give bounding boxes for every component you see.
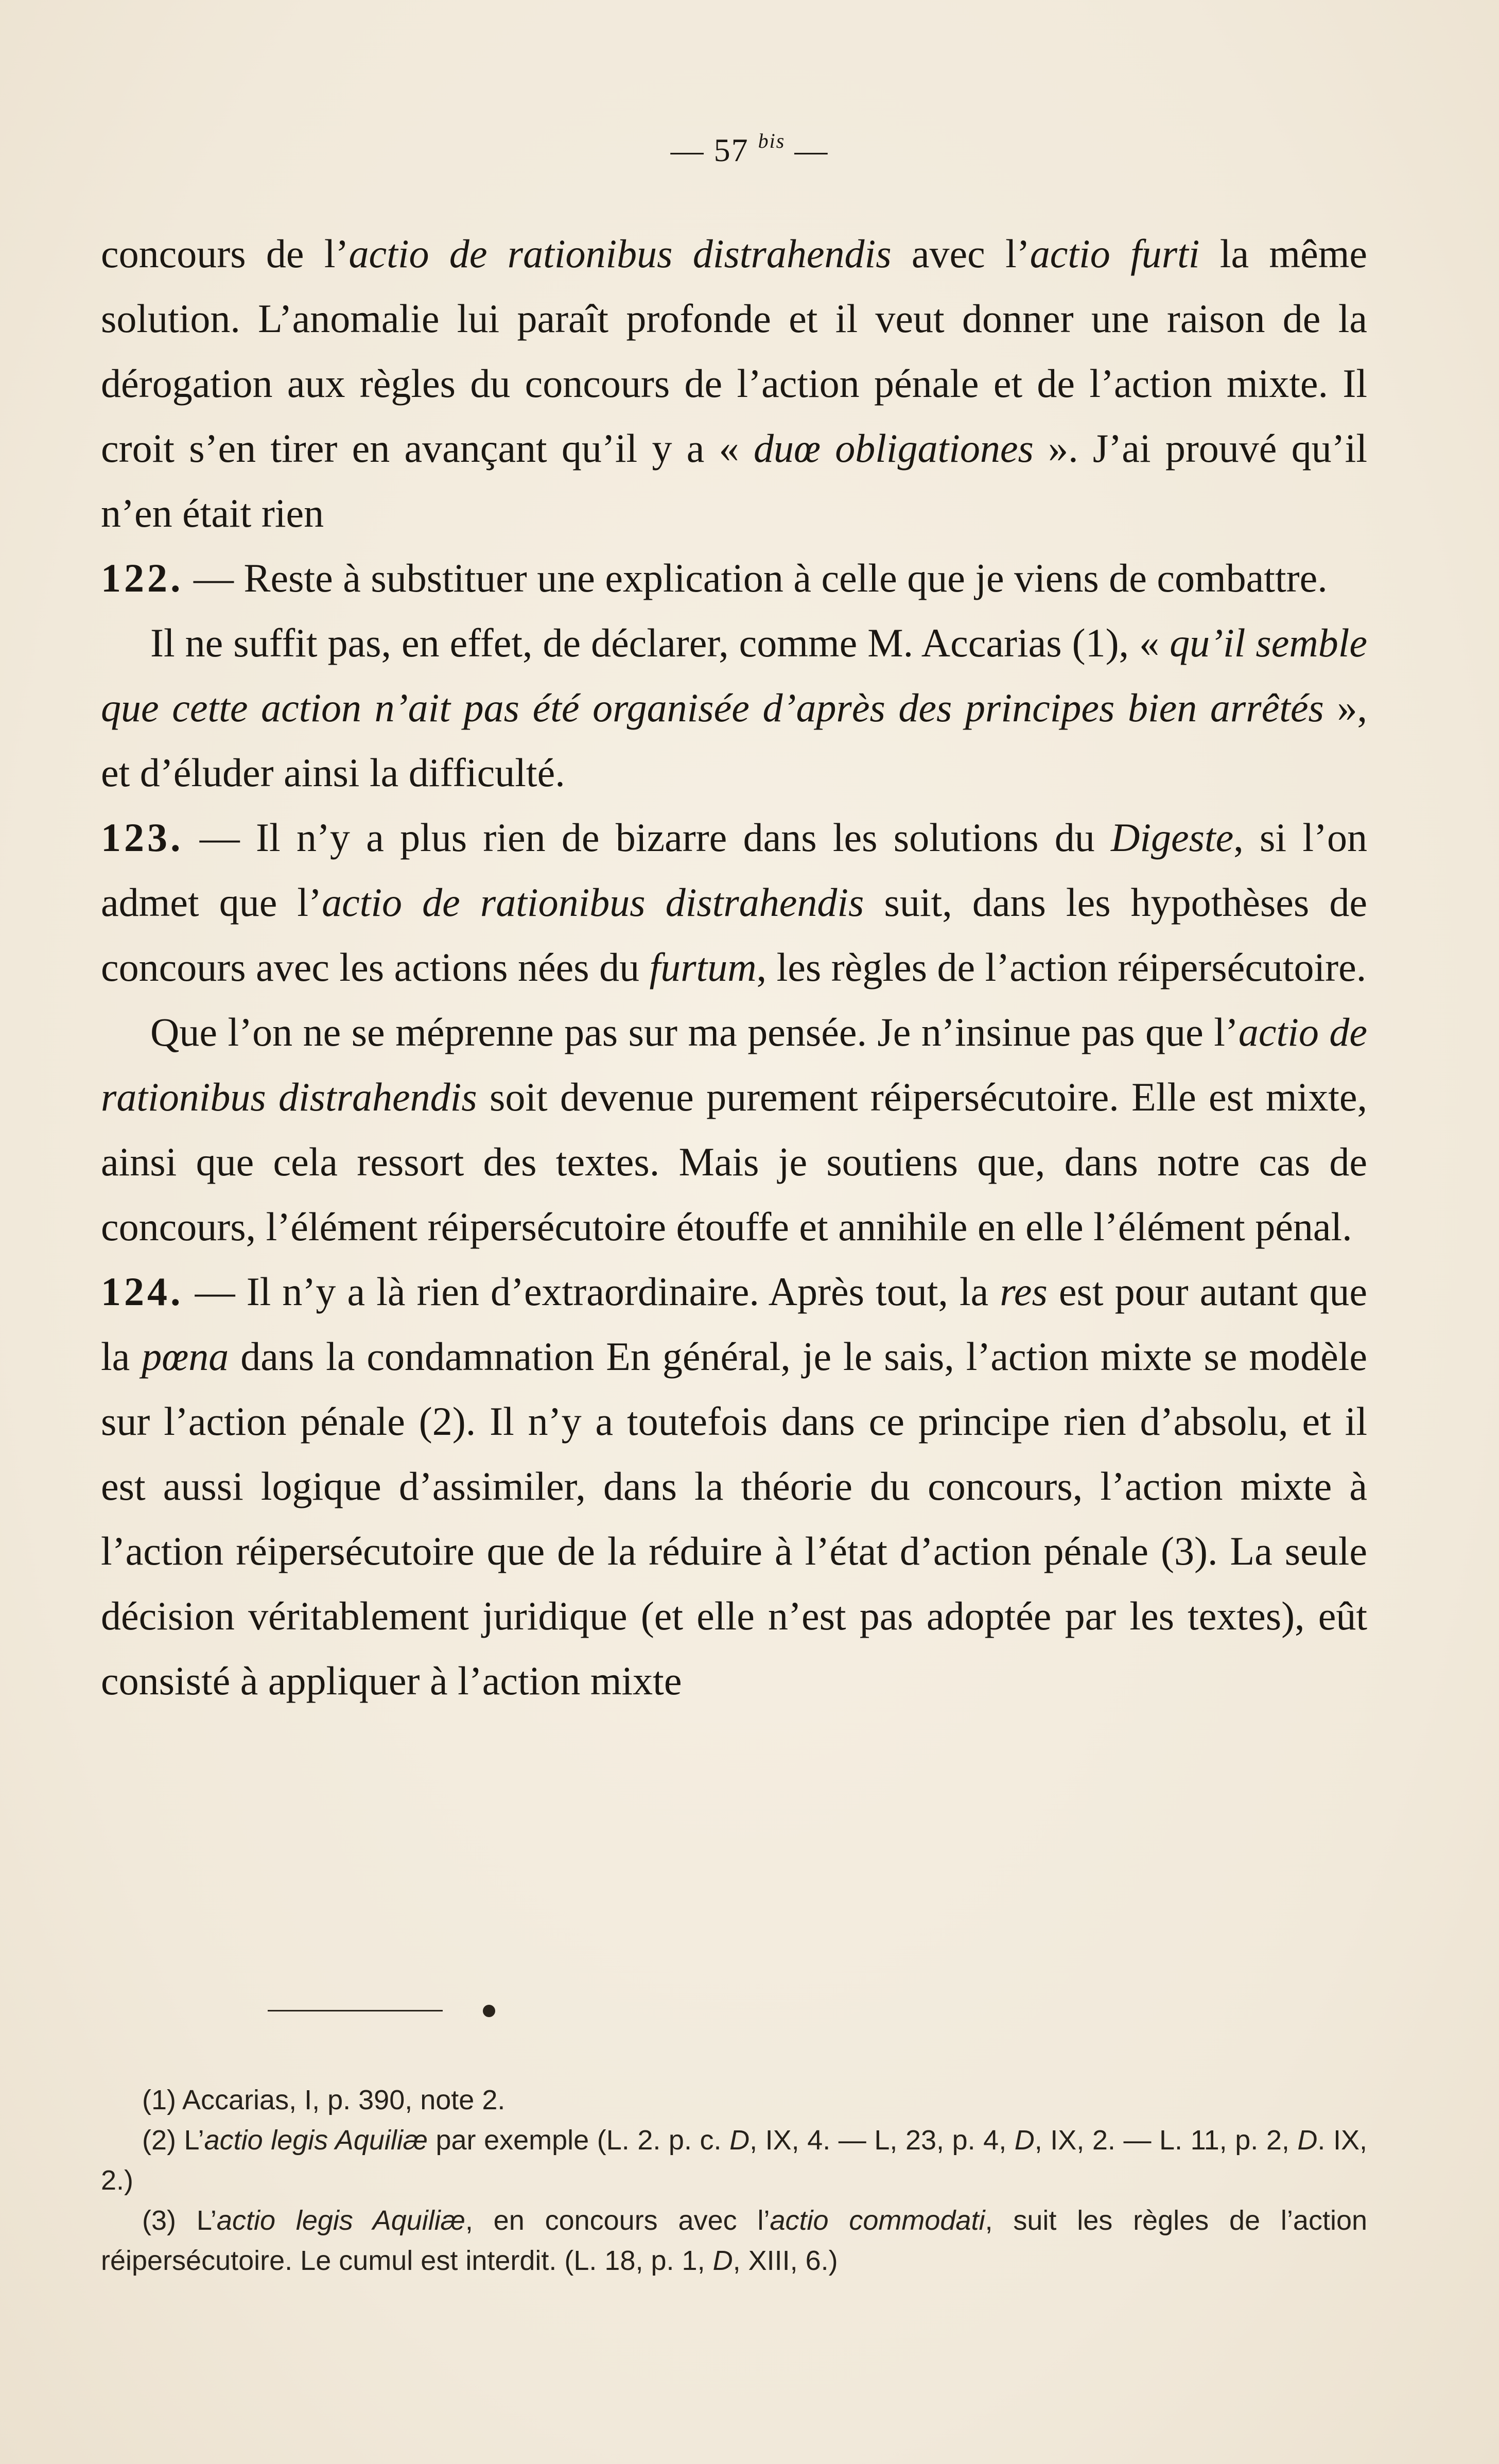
header-dash: —	[794, 132, 829, 168]
text-run: (3) L’	[142, 2205, 217, 2236]
italic-text: actio legis Aquiliæ	[216, 2205, 465, 2236]
italic-text: actio legis Aquiliæ	[204, 2125, 428, 2156]
text-run: ». J’ai prouvé qu’il n’en était rien	[101, 426, 1367, 535]
footnote	[101, 2200, 1367, 2281]
italic-text: D	[1014, 2125, 1035, 2156]
text-run: suit, dans les hypothèses de concours avec les actions nées du	[101, 880, 1368, 990]
paragraph	[101, 1000, 1367, 1259]
text-run: Il ne suffit pas, en effet, de déclarer, comme M. Accarias (1), «	[150, 620, 1170, 665]
paragraph	[101, 221, 1367, 546]
text-run: . IX, 2.)	[101, 2125, 1368, 2196]
footnote	[101, 2120, 1367, 2200]
text-run: », et d’éluder ainsi la difficulté.	[101, 685, 1367, 795]
text-run: — Il n’y a plus rien de bizarre dans les solutions du	[183, 815, 1111, 860]
footnotes	[101, 2080, 1367, 2281]
italic-text: qu’il semble que cette action n’ait pas été organisée d’après des principes bien arrêtés	[101, 620, 1367, 730]
text-run: soit devenue purement réipersécutoire. Elle est mixte, ainsi que cela ressort des textes. Mais je soutiens que, dans notre cas de concours, l’élément réipersécutoire étouffe et annihile en elle l’élément pénal.	[101, 1074, 1368, 1249]
italic-text: actio furti	[1030, 231, 1200, 276]
text-run: , en concours avec l’	[465, 2205, 770, 2236]
italic-text: pœna	[142, 1334, 229, 1379]
paragraph	[101, 805, 1367, 1000]
footnote-separator	[268, 2010, 443, 2011]
text-run: Que l’on ne se méprenne pas sur ma pensée. Je n’insinue pas que l’	[150, 1010, 1239, 1054]
text-run: , les règles de l’action réipersécutoire.	[756, 945, 1367, 990]
italic-text: Digeste	[1111, 815, 1234, 860]
text-run: (1) Accarias, I, p. 390, note 2.	[142, 2085, 506, 2115]
main-text	[101, 221, 1367, 1713]
italic-text: duœ obligationes	[753, 426, 1034, 471]
text-run: concours de l’	[101, 231, 349, 276]
section-number: 124.	[101, 1269, 184, 1314]
italic-text: D	[712, 2245, 733, 2276]
text-run: est pour autant que la	[101, 1269, 1368, 1379]
section-number: 123.	[101, 815, 184, 860]
text-run: la même solution. L’anomalie lui paraît profonde et il veut donner une raison de la dérogation aux règles du concours de l’action pénale et de l’action mixte. Il croit s’en tirer en avançant qu’il y a «	[101, 231, 1367, 471]
text-run: avec l’	[891, 231, 1030, 276]
text-run: , si l’on admet que l’	[101, 815, 1367, 925]
text-run: , IX, 4. — L, 23, p. 4,	[749, 2125, 1015, 2156]
italic-text: res	[1000, 1269, 1048, 1314]
italic-text: actio de rationibus distrahendis	[101, 1010, 1367, 1119]
italic-text: furtum	[649, 945, 757, 990]
text-run: , IX, 2. — L. 11, p. 2,	[1034, 2125, 1298, 2156]
text-run: , XIII, 6.)	[733, 2245, 838, 2276]
footnote	[101, 2080, 1367, 2120]
italic-text: actio de rationibus distrahendis	[348, 231, 892, 276]
text-run: dans la condamnation En général, je le sais, l’action mixte se modèle sur l’action pénale (2). Il n’y a toutefois dans ce principe rien d’absolu, et il est aussi logique d’assimiler, dans la théorie du concours, l’action mixte à l’action réipersécutoire que de la réduire à l’état d’action pénale (3). La seule décision véritablement juridique (et elle n’est pas adoptée par les textes), eût consisté à appliquer à l’action mixte	[101, 1334, 1367, 1703]
italic-text: D	[1297, 2125, 1318, 2156]
page-header	[0, 129, 1499, 169]
page-number: — 57	[670, 132, 749, 168]
text-run: par exemple (L. 2. p. c.	[427, 2125, 730, 2156]
italic-text: actio commodati	[770, 2205, 985, 2236]
text-run: (2) L’	[142, 2125, 204, 2156]
paragraph	[101, 1259, 1367, 1713]
paragraph	[101, 546, 1367, 611]
text-run: , suit les règles de l’action réipersécutoire. Le cumul est interdit. (L. 18, p. 1,	[101, 2205, 1368, 2276]
paragraph	[101, 611, 1367, 805]
ink-dot	[483, 2005, 495, 2017]
text-run: — Il n’y a là rien d’extraordinaire. Après tout, la	[183, 1269, 1000, 1314]
italic-text: actio de rationibus distrahendis	[322, 880, 864, 925]
section-number: 122.	[101, 556, 184, 600]
italic-text: D	[729, 2125, 750, 2156]
page-number-bis: bis	[758, 129, 786, 152]
text-run: — Reste à substituer une explication à celle que je viens de combattre.	[183, 556, 1328, 600]
